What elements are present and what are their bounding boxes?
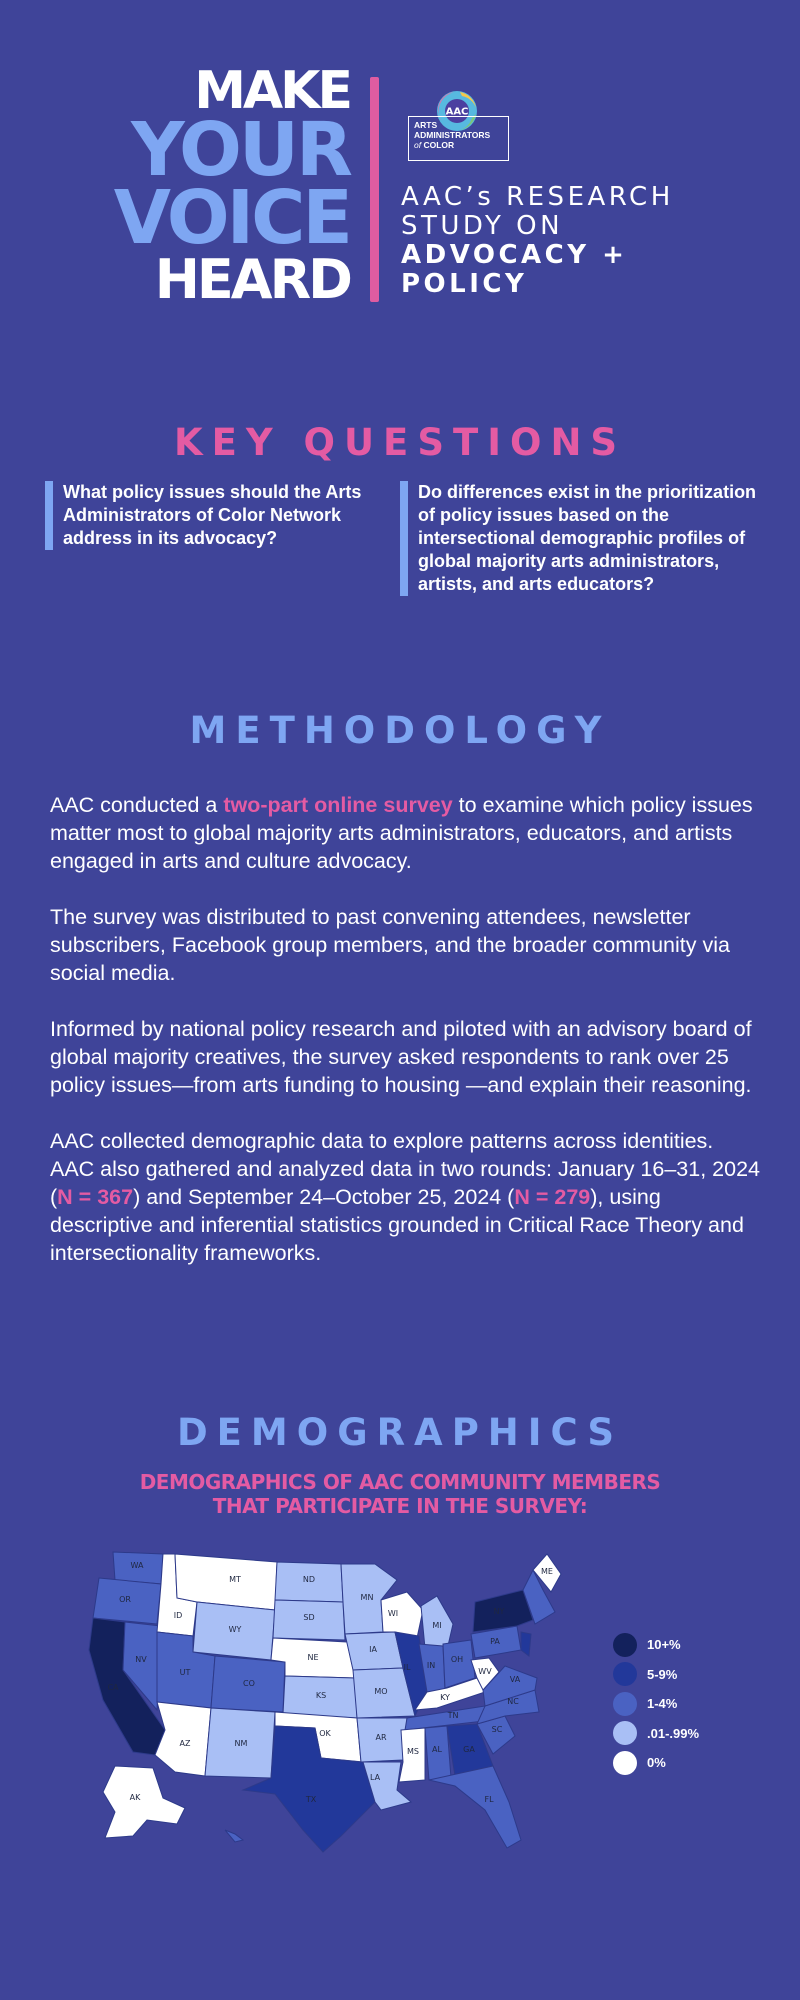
map-label-mn: MN bbox=[360, 1593, 374, 1602]
logo-line-of: of bbox=[414, 140, 422, 150]
state-ak bbox=[103, 1766, 185, 1838]
logo-line-arts: ARTS bbox=[414, 120, 438, 130]
aac-logo bbox=[408, 116, 509, 161]
us-map-svg bbox=[85, 1540, 580, 1860]
hero-headline bbox=[100, 61, 350, 311]
map-label-nm: NM bbox=[234, 1739, 248, 1748]
logo-line-color-text: COLOR bbox=[423, 140, 455, 150]
state-fl bbox=[429, 1766, 521, 1848]
key-questions-title: KEY QUESTIONS bbox=[173, 421, 627, 464]
legend-item bbox=[613, 1719, 699, 1749]
map-label-az: AZ bbox=[179, 1739, 191, 1748]
legend-label: 5-9% bbox=[647, 1666, 678, 1682]
study-line-3: ADVOCACY + bbox=[401, 240, 628, 270]
map-label-in: IN bbox=[426, 1661, 436, 1670]
map-label-sc: SC bbox=[491, 1725, 503, 1734]
map-label-wv: WV bbox=[478, 1667, 492, 1676]
map-label-ga: GA bbox=[463, 1745, 475, 1754]
logo-badge-text: AAC bbox=[445, 106, 469, 118]
map-label-ks: KS bbox=[315, 1691, 327, 1700]
headline-voice: VOICE bbox=[113, 175, 350, 261]
demographics-subtitle-line-1: DEMOGRAPHICS OF AAC COMMUNITY MEMBERS bbox=[139, 1470, 661, 1494]
map-label-fl: FL bbox=[484, 1795, 494, 1804]
map-label-sd: SD bbox=[303, 1613, 315, 1622]
headline-heard: HEARD bbox=[154, 248, 350, 311]
map-label-pa: PA bbox=[490, 1637, 500, 1646]
map-label-ia: IA bbox=[369, 1645, 377, 1654]
us-map bbox=[85, 1540, 580, 1860]
p1-text-b: to examine which policy issues matter most to global majority arts administrators, educators, and artists engaged in arts and culture advocacy. bbox=[50, 793, 753, 873]
map-label-ky: KY bbox=[440, 1693, 450, 1702]
map-label-ar: AR bbox=[375, 1733, 387, 1742]
methodology-body bbox=[50, 791, 760, 1295]
state-hi bbox=[225, 1830, 243, 1842]
key-question-2: Do differences exist in the prioritization of policy issues based on the intersectional demographic profiles of global majority arts administrators, artists, and arts educators? bbox=[400, 481, 760, 596]
hero-divider bbox=[370, 77, 379, 302]
logo-line-administrators: ADMINISTRATORS bbox=[414, 130, 491, 140]
legend-item bbox=[613, 1689, 699, 1719]
map-states bbox=[89, 1552, 561, 1852]
map-label-tx: TX bbox=[305, 1795, 317, 1804]
map-legend bbox=[613, 1630, 699, 1778]
study-line-2: STUDY ON bbox=[401, 211, 564, 241]
map-label-wi: WI bbox=[387, 1609, 399, 1618]
map-label-ne: NE bbox=[307, 1653, 319, 1662]
map-label-mt: MT bbox=[229, 1575, 241, 1584]
map-label-nd: ND bbox=[302, 1575, 316, 1584]
legend-label: 10+% bbox=[647, 1637, 681, 1653]
legend-swatch bbox=[613, 1721, 637, 1745]
legend-swatch bbox=[613, 1692, 637, 1716]
map-label-me: ME bbox=[541, 1567, 553, 1576]
demographics-title: DEMOGRAPHICS bbox=[176, 1411, 624, 1454]
legend-item bbox=[613, 1630, 699, 1660]
methodology-paragraph-4 bbox=[50, 1127, 760, 1267]
map-label-mi: MI bbox=[432, 1621, 442, 1630]
p4-n2: N = 279 bbox=[514, 1185, 591, 1209]
state-nj bbox=[521, 1632, 531, 1656]
map-label-nc: NC bbox=[507, 1697, 519, 1706]
methodology-paragraph-1 bbox=[50, 791, 760, 875]
key-question-1: What policy issues should the Arts Administrators of Color Network address in its advocacy? bbox=[45, 481, 375, 550]
methodology-paragraph-3: Informed by national policy research and piloted with an advisory board of global majority creatives, the survey asked respondents to rank over 25 policy issues—from arts funding to housing —and explain their reasoning. bbox=[50, 1017, 752, 1097]
methodology-paragraph-2: The survey was distributed to past convening attendees, newsletter subscribers, Facebook group members, and the broader community via social media. bbox=[50, 905, 730, 985]
map-label-ca: CA bbox=[107, 1683, 119, 1692]
headline-make: MAKE bbox=[194, 61, 350, 121]
legend-label: 0% bbox=[647, 1755, 666, 1771]
legend-label: 1-4% bbox=[647, 1696, 678, 1712]
map-label-mo: MO bbox=[374, 1687, 388, 1696]
legend-item bbox=[613, 1660, 699, 1690]
legend-item bbox=[613, 1748, 699, 1778]
map-label-ut: UT bbox=[179, 1668, 191, 1677]
map-label-wy: WY bbox=[228, 1625, 242, 1634]
legend-swatch bbox=[613, 1662, 637, 1686]
map-label-il: IL bbox=[403, 1663, 411, 1672]
demographics-subtitle-line-2: THAT PARTICIPATE IN THE SURVEY: bbox=[212, 1494, 588, 1518]
study-title bbox=[401, 183, 731, 299]
map-label-wa: WA bbox=[130, 1561, 144, 1570]
study-line-4: POLICY bbox=[401, 269, 528, 299]
legend-swatch bbox=[613, 1633, 637, 1657]
map-label-co: CO bbox=[243, 1679, 255, 1688]
map-label-la: LA bbox=[369, 1773, 381, 1782]
demographics-subtitle bbox=[0, 1470, 800, 1518]
map-label-id: ID bbox=[173, 1611, 183, 1620]
p4-text-c: ), using descriptive and inferential statistics grounded in Critical Race Theory and intersectionality frameworks. bbox=[50, 1185, 744, 1265]
logo-line-color bbox=[414, 140, 508, 150]
p4-text-a: AAC collected demographic data to explore patterns across identities. AAC also gathered and analyzed data in two rounds: January 16–31, 2024 ( bbox=[50, 1129, 760, 1209]
p4-text-b: ) and September 24–October 25, 2024 ( bbox=[133, 1185, 515, 1209]
map-label-tn: TN bbox=[447, 1711, 459, 1720]
map-label-ny: NY bbox=[493, 1607, 505, 1616]
methodology-title: METHODOLOGY bbox=[189, 709, 611, 752]
p1-text-a: AAC conducted a bbox=[50, 793, 224, 817]
map-label-oh: OH bbox=[450, 1655, 464, 1664]
legend-swatch bbox=[613, 1751, 637, 1775]
map-label-ak: AK bbox=[129, 1793, 141, 1802]
map-label-ok: OK bbox=[319, 1729, 331, 1738]
legend-label: .01-.99% bbox=[647, 1725, 700, 1741]
p4-n1: N = 367 bbox=[57, 1185, 134, 1209]
map-label-va: VA bbox=[509, 1675, 521, 1684]
map-label-al: AL bbox=[432, 1745, 442, 1754]
map-label-nv: NV bbox=[135, 1655, 147, 1664]
study-line-1: AAC’s RESEARCH bbox=[401, 182, 674, 212]
map-label-ms: MS bbox=[407, 1747, 419, 1756]
p1-highlight: two-part online survey bbox=[223, 793, 453, 817]
headline-your: YOUR bbox=[131, 107, 350, 193]
map-label-or: OR bbox=[119, 1595, 131, 1604]
